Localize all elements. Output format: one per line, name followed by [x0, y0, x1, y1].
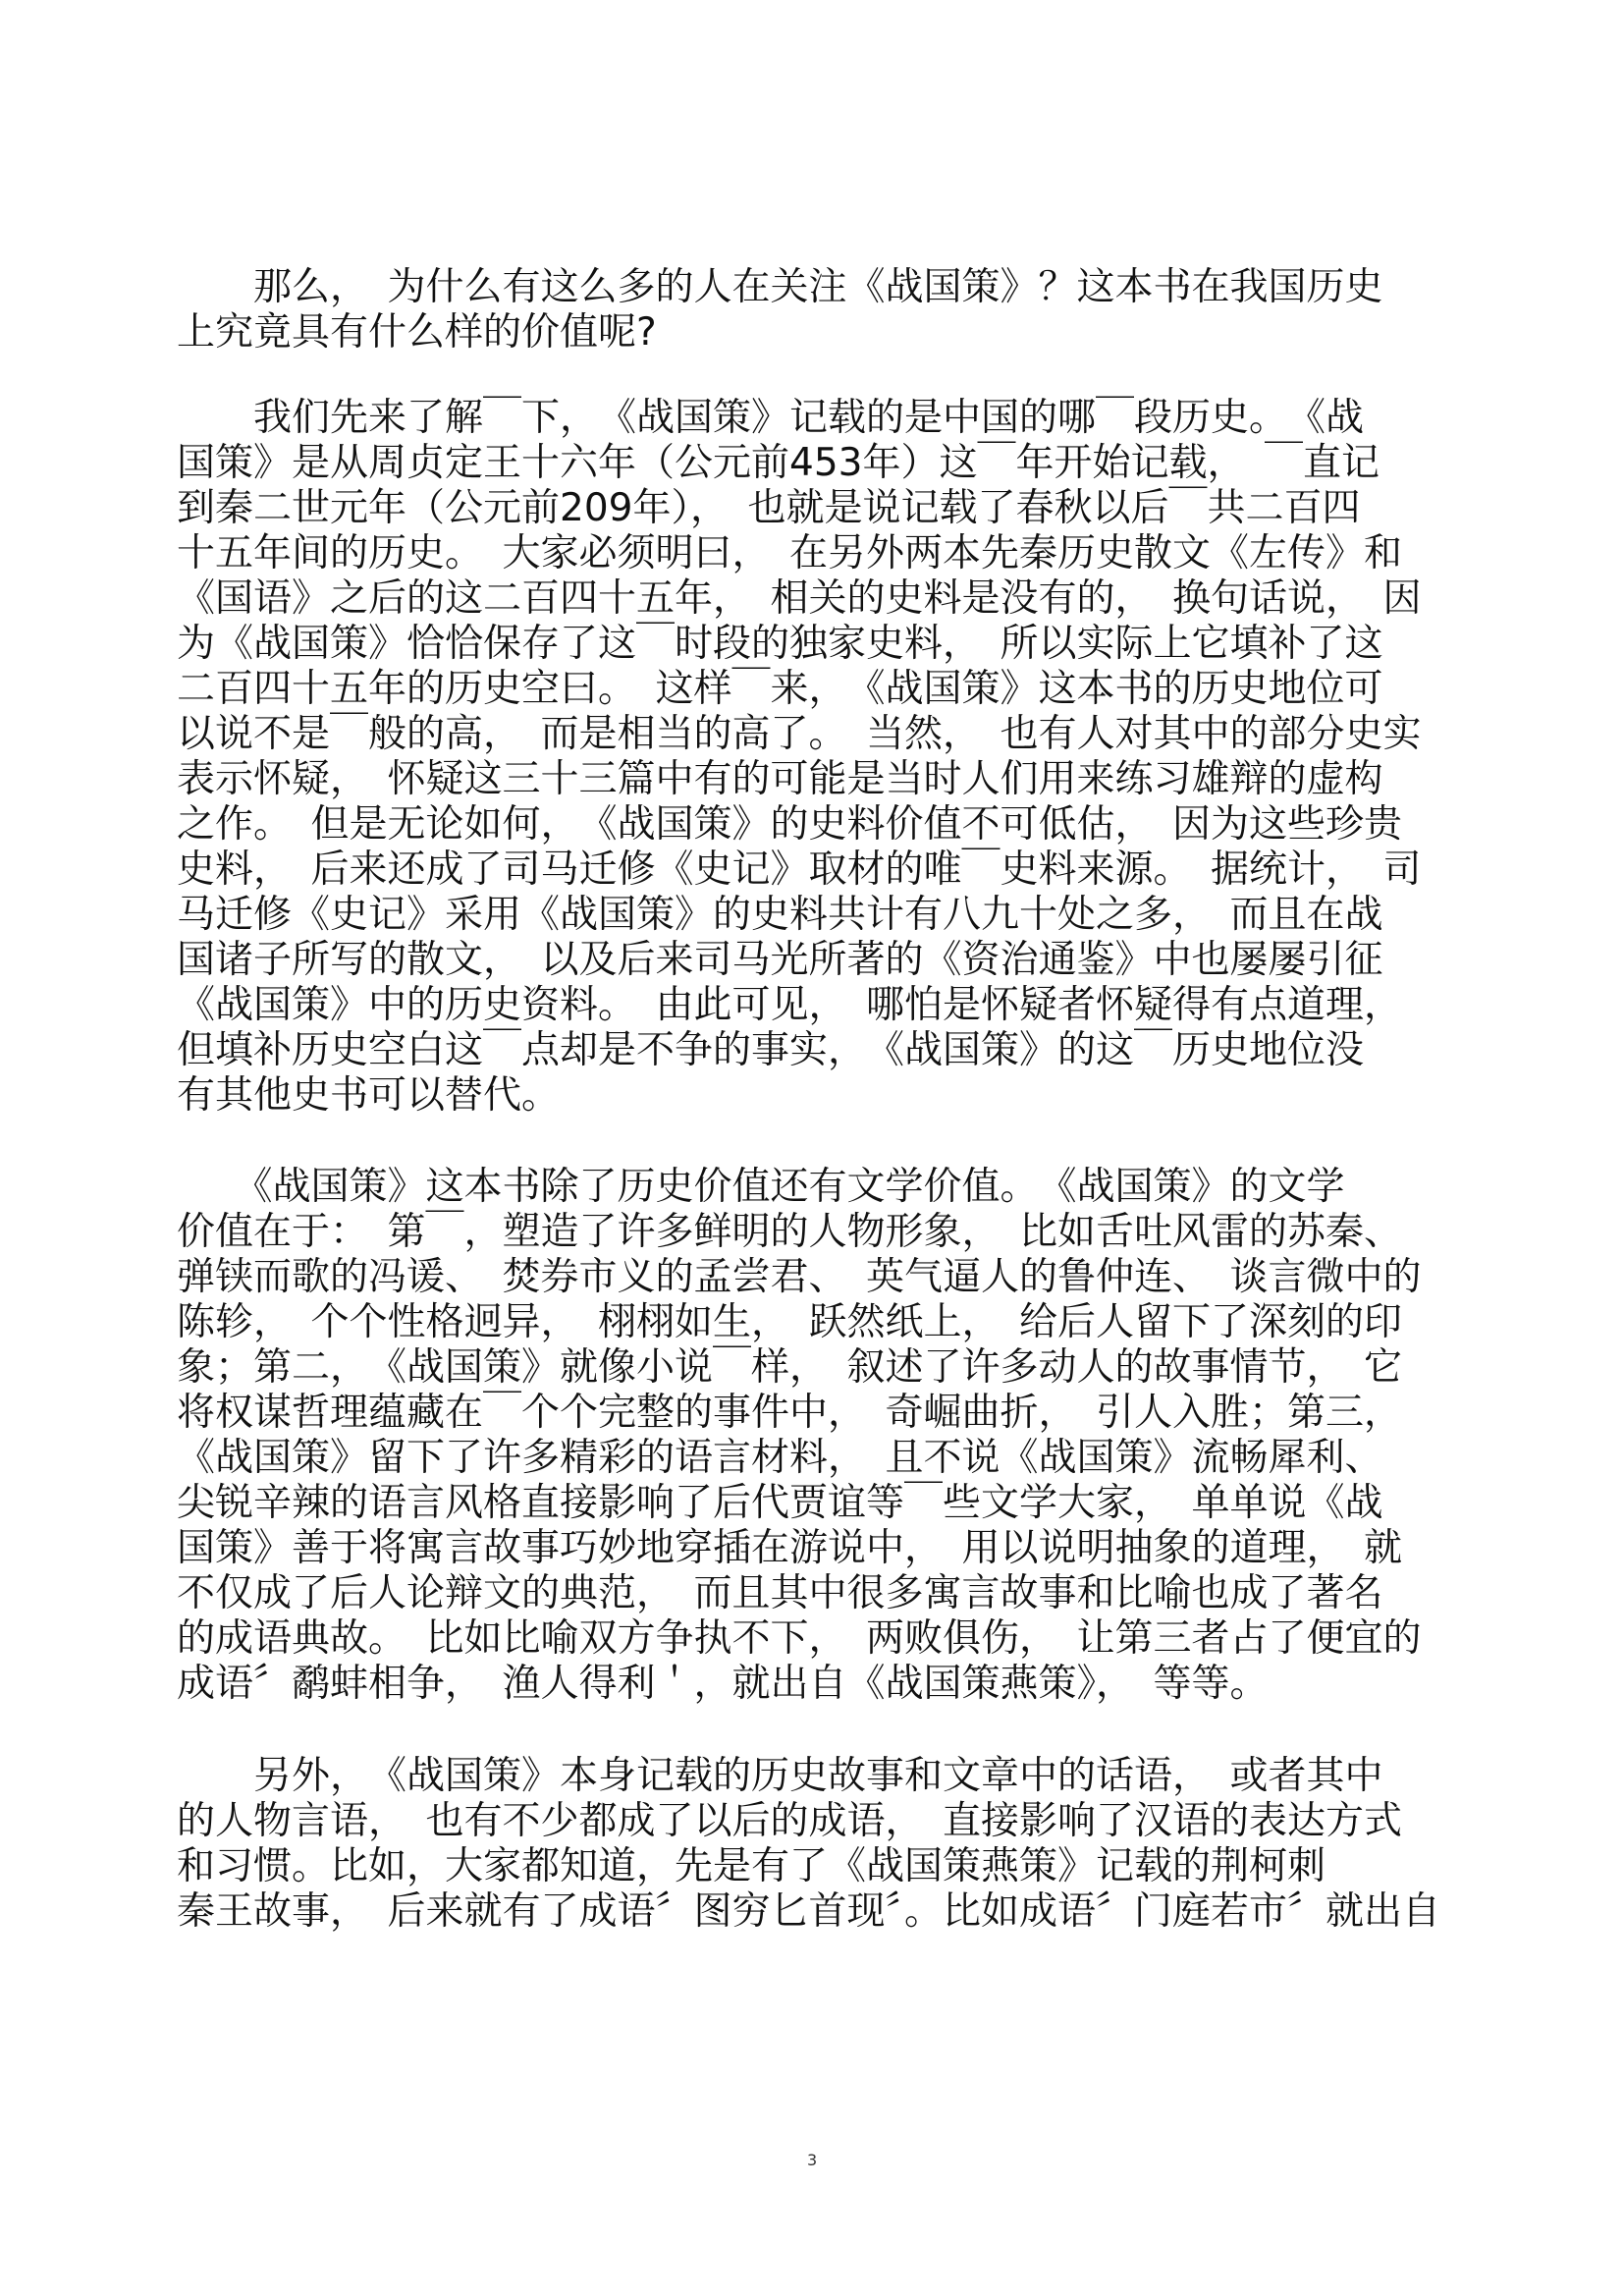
paragraph-2-line-13: 国诸子所写的散文， 以及后来司马光所著的《资治通鉴》中也屡屡引征	[177, 938, 1383, 982]
paragraph-2-line-15: 但填补历史空白这￣点却是不争的事实， 《战国策》的这￣历史地位没	[177, 1028, 1365, 1072]
paragraph-2-line-11: 史料， 后来还成了司马迁修《史记》取材的唯￣史料来源。 据统计， 司	[177, 847, 1422, 892]
paragraph-2-line-16: 有其他史书可以替代。	[177, 1073, 561, 1118]
paragraph-2-line-7: 二百四十五年的历史空曰。 这样￣来， 《战国策》这本书的历史地位可	[177, 667, 1383, 711]
paragraph-4-line-2: 的人物言语， 也有不少都成了以后的成语， 直接影响了汉语的表达方式	[177, 1799, 1403, 1843]
paragraph-2-line-1: 我们先来了解￣下， 《战国策》记载的是中国的哪￣段历史。 《战	[177, 396, 1365, 440]
paragraph-3-line-11: 的成语典故。 比如比喻双方争执不下， 两败俱伤， 让第三者占了便宜的	[177, 1616, 1422, 1661]
paragraph-3-line-2: 价值在于： 第￣，塑造了许多鲜明的人物形象， 比如舌吐风雷的苏秦、	[177, 1210, 1403, 1254]
paragraph-3-line-8: 尖锐辛辣的语言风格直接影响了后代贾谊等￣些文学大家， 单单说《战	[177, 1481, 1383, 1525]
paragraph-2-line-8: 以说不是￣般的高， 而是相当的高了。 当然， 也有人对其中的部分史实	[177, 712, 1422, 756]
paragraph-3-line-9: 国策》善于将寓言故事巧妙地穿插在游说中， 用以说明抽象的道理， 就	[177, 1526, 1403, 1570]
paragraph-1-line-1: 那么， 为什么有这么多的人在关注《战国策》？这本书在我国历史	[177, 265, 1383, 309]
paragraph-2-line-6: 为《战国策》恰恰保存了这￣时段的独家史料， 所以实际上它填补了这	[177, 622, 1383, 666]
paragraph-2-line-2: 国策》是从周贞定王十六年（公元前453年）这￣年开始记载， ￣直记	[177, 441, 1380, 485]
paragraph-2-line-4: 十五年间的历史。 大家必须明曰， 在另外两本先秦历史散文《左传》和	[177, 531, 1403, 575]
paragraph-2-line-9: 表示怀疑， 怀疑这三十三篇中有的可能是当时人们用来练习雄辩的虚构	[177, 757, 1383, 801]
paragraph-2-line-3: 到秦二世元年（公元前209年）， 也就是说记载了春秋以后￣共二百四	[177, 486, 1361, 530]
paragraph-2-line-14: 《战国策》中的历史资料。 由此可见， 哪怕是怀疑者怀疑得有点道理，	[177, 983, 1403, 1027]
paragraph-3-line-4: 陈轸， 个个性格迥异， 栩栩如生， 跃然纸上， 给后人留下了深刻的印	[177, 1300, 1403, 1344]
paragraph-3-line-5: 象；第二， 《战国策》就像小说￣样， 叙述了许多动人的故事情节， 它	[177, 1345, 1403, 1390]
paragraph-3-line-10: 不仅成了后人论辩文的典范， 而且其中很多寓言故事和比喻也成了著名	[177, 1571, 1383, 1615]
paragraph-4-line-4: 秦王故事， 后来就有了成语〞图穷匕首现〞。比如成语〞门庭若市〞就出自	[177, 1889, 1441, 1934]
paragraph-4-line-1: 另外， 《战国策》本身记载的历史故事和文章中的话语， 或者其中	[177, 1754, 1383, 1798]
paragraph-2-line-10: 之作。 但是无论如何， 《战国策》的史料价值不可低估， 因为这些珍贵	[177, 802, 1403, 847]
paragraph-3-line-1: 《战国策》这本书除了历史价值还有文学价值。 《战国策》的文学	[177, 1165, 1345, 1209]
paragraph-3-line-7: 《战国策》留下了许多精彩的语言材料， 且不说《战国策》流畅犀利、	[177, 1436, 1383, 1480]
paragraph-4-line-3: 和习惯。比如，大家都知道，先是有了《战国策燕策》记载的荆柯刺	[177, 1844, 1326, 1888]
paragraph-2-line-5: 《国语》之后的这二百四十五年， 相关的史料是没有的， 换句话说， 因	[177, 576, 1422, 621]
paragraph-1-line-2: 上究竟具有什么样的价值呢?	[177, 310, 657, 355]
paragraph-3-line-6: 将权谋哲理蕴藏在￣个个完整的事件中， 奇崛曲折， 引人入胜；第三，	[177, 1391, 1403, 1435]
paragraph-3-line-12: 成语〞鹬蚌相争， 渔人得利＇，就出自《战国策燕策》， 等等。	[177, 1662, 1269, 1706]
page-number: 3	[807, 2151, 818, 2169]
paragraph-2-line-12: 马迁修《史记》采用《战国策》的史料共计有八九十处之多， 而且在战	[177, 893, 1383, 937]
paragraph-3-line-3: 弹铗而歌的冯谖、 焚券市义的孟尝君、 英气逼人的鲁仲连、 谈言微中的	[177, 1255, 1422, 1299]
